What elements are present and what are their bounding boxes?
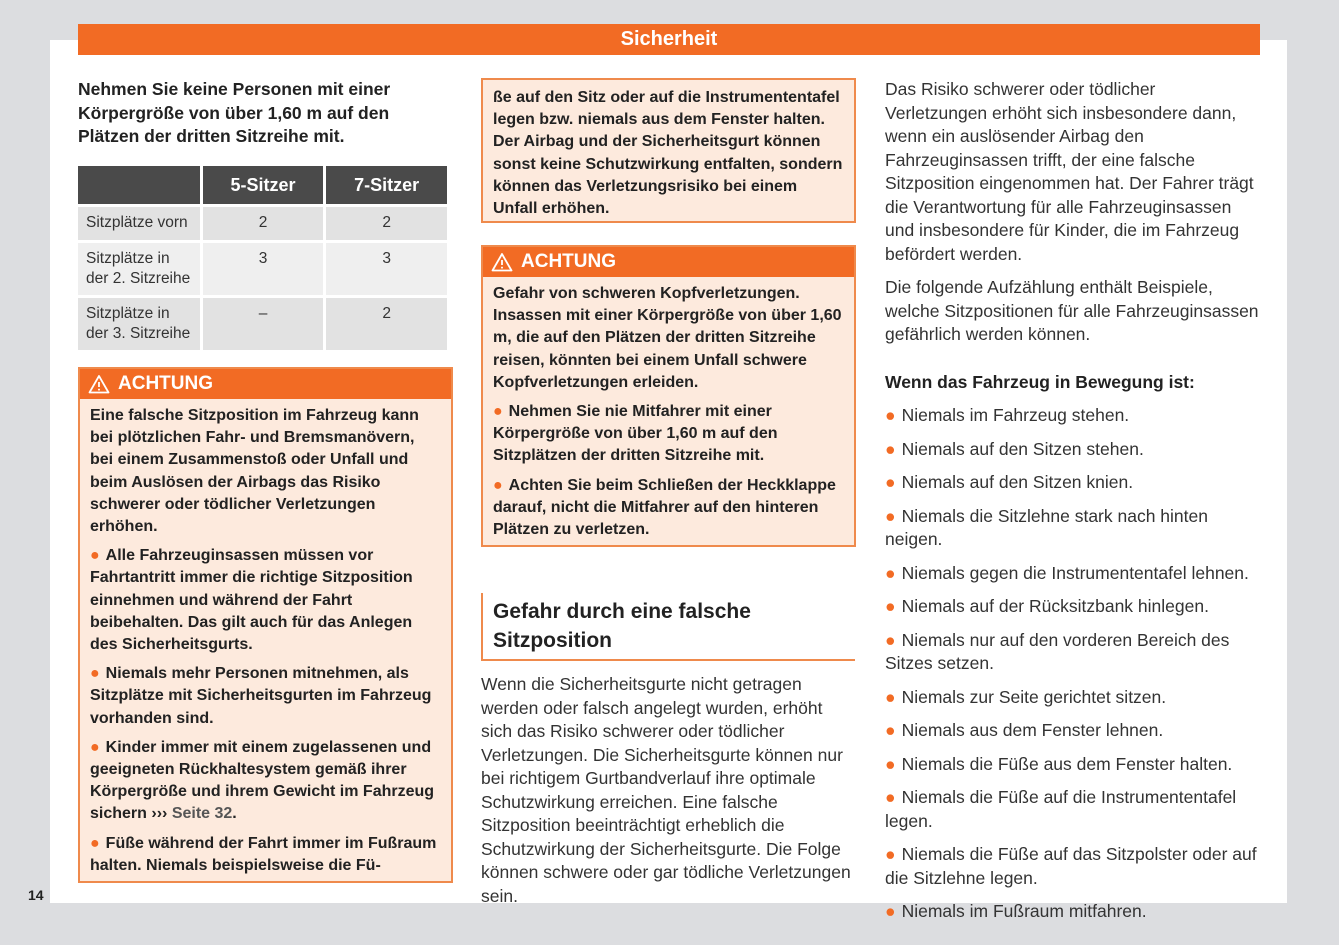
list-item: ● Niemals die Füße auf die Instrumententafel legen. [885, 787, 1237, 831]
list-item: ● Niemals die Füße auf das Sitzpolster oder auf die Sitzlehne legen. [885, 844, 1257, 888]
bullet-icon: ● [885, 787, 896, 807]
cell-5-sitzer: 3 [203, 243, 324, 295]
bullet-icon: ● [90, 665, 100, 683]
list-item: ● Niemals auf den Sitzen stehen. [885, 438, 1144, 459]
seat-table [75, 163, 450, 353]
bullet-icon: ● [885, 562, 896, 583]
warning-title: ACHTUNG [118, 373, 213, 394]
bullet-icon: ● [885, 405, 896, 425]
bullet-icon: ● [885, 505, 896, 526]
table-header-cell: 7-Sitzer [326, 166, 447, 204]
warning-triangle-icon [88, 374, 110, 394]
bullet-icon: ● [493, 476, 503, 494]
list-item: ● Niemals die Sitzlehne stark nach hinten neigen. [885, 505, 1208, 549]
paragraph: Die folgende Aufzählung enthält Beispiele, welche Sitzpositionen für alle Fahrzeuginsassen gefährlich werden können. [885, 277, 1259, 344]
list-item: ● Niemals die Füße aus dem Fenster halten. [885, 753, 1233, 774]
page-reference-link[interactable]: Seite 32 [171, 805, 233, 823]
warning-bullet: ● Niemals mehr Personen mitnehmen, als Sitzplätze mit Sicherheitsgurten im Fahrzeug vorhanden sind. [90, 665, 432, 727]
table-header-cell: 5-Sitzer [203, 166, 324, 204]
list-item: ● Niemals auf der Rücksitzbank hinlegen. [885, 596, 1209, 616]
table-header-row [78, 166, 447, 204]
warning-box [481, 245, 856, 547]
warning-header [80, 369, 451, 399]
bullet-icon: ● [493, 403, 503, 421]
section-heading: Gefahr durch eine falsche Sitzposition [481, 593, 855, 661]
warning-bullet: ● Achten Sie beim Schließen der Heckklappe darauf, nicht die Mitfahrer auf den hinteren Plätzen zu verletzen. [493, 476, 836, 539]
row-label: Sitzplätze in der 3. Sitzreihe [78, 298, 200, 350]
warning-box [78, 367, 453, 883]
warning-body [80, 399, 451, 885]
table-row [78, 207, 447, 240]
list-item: ● Niemals aus dem Fenster lehnen. [885, 720, 1164, 740]
row-label: Sitzplätze in der 2. Sitzreihe [78, 243, 200, 295]
cell-5-sitzer: – [203, 298, 324, 350]
list-item: ● Niemals im Fußraum mitfahren. [885, 901, 1147, 921]
warning-title: ACHTUNG [521, 251, 616, 272]
list-item: ● Niemals zur Seite gerichtet sitzen. [885, 686, 1167, 707]
warning-body [483, 277, 854, 549]
bullet-icon: ● [90, 547, 100, 565]
seating-rules-list [885, 404, 1260, 924]
reference-arrows: ››› [151, 805, 168, 823]
list-item: ● Niemals nur auf den vorderen Bereich des Sitzes setzen. [885, 629, 1230, 673]
list-item: ● Niemals auf den Sitzen knien. [885, 472, 1134, 492]
paragraph: Das Risiko schwerer oder tödlicher Verletzungen erhöht sich insbesondere dann, wenn ein auslösender Airbag den Fahrzeuginsassen trifft, der eine falsche Sitzposition eingenommen hat. Der Fahrer trägt die Verantwortung für alle Fahrzeuginsassen und insbesondere für Kinder, die im Fahrzeug befördert werden. [885, 79, 1254, 264]
bullet-icon: ● [885, 438, 896, 459]
list-subheading: Wenn das Fahrzeug in Bewegung ist: [885, 371, 1195, 392]
warning-header [483, 247, 854, 277]
section-header-bar [78, 24, 1260, 55]
bullet-icon: ● [885, 901, 896, 921]
bullet-icon: ● [885, 844, 896, 864]
row-label: Sitzplätze vorn [78, 207, 200, 240]
list-item: ● Niemals gegen die Instrumententafel lehnen. [885, 562, 1249, 583]
bullet-icon: ● [90, 834, 100, 852]
cell-7-sitzer: 2 [326, 298, 447, 350]
bullet-icon: ● [885, 596, 896, 616]
bullet-icon: ● [885, 720, 896, 740]
warning-bullet: ● Alle Fahrzeuginsassen müssen vor Fahrtantritt immer die richtige Sitzposition einnehmen und während der Fahrt beibehalten. Das gilt auch für das Anlegen des Sicherheitsgurts. [90, 547, 413, 654]
warning-intro: Gefahr von schweren Kopfverletzungen. Insassen mit einer Körpergröße von über 1,60 m, die auf den Plätzen der dritten Sitzreihe reisen, könnten bei einem Unfall schwere Kopfverletzungen erleiden. [493, 285, 842, 391]
cell-7-sitzer: 3 [326, 243, 447, 295]
section-title: Sicherheit [620, 28, 718, 50]
bullet-icon: ● [885, 753, 896, 774]
table-row [78, 298, 447, 350]
table-header-cell [78, 166, 200, 204]
warning-triangle-icon [491, 252, 513, 272]
section-paragraph: Wenn die Sicherheitsgurte nicht getragen werden oder falsch angelegt wurden, erhöht sich das Risiko schwerer oder tödlicher Verletzungen. Die Sicherheitsgurte können nur bei richtigem Gurtbandverlauf ihre optimale Schutzwirkung erreichen. Eine falsche Sitzposition beeinträchtigt erheblich die Schutzwirkung der Sicherheitsgurte. Die Folge können schwere oder gar tödliche Verletzungen sein. [481, 674, 851, 906]
warning-continued-text: ße auf den Sitz oder auf die Instrumententafel legen bzw. niemals aus dem Fenster halten. Der Airbag und der Sicherheitsgurt können sonst keine Schutzwirkung entfalten, sondern können das Verletzungsrisiko bei einem Unfall erhöhen. [493, 89, 843, 218]
warning-bullet: ● Nehmen Sie nie Mitfahrer mit einer Körpergröße von über 1,60 m auf den Sitzplätzen der dritten Sitzreihe mit. [493, 403, 778, 465]
bullet-icon: ● [90, 738, 100, 756]
page-number: 14 [28, 887, 44, 903]
bullet-icon: ● [885, 686, 896, 707]
intro-warning-text: Nehmen Sie keine Personen mit einer Körpergröße von über 1,60 m auf den Plätzen der dritten Sitzreihe mit. [78, 79, 391, 146]
bullet-icon: ● [885, 472, 896, 492]
warning-bullet: ● Füße während der Fahrt immer im Fußraum halten. Niemals beispielsweise die Fü- [90, 834, 437, 874]
warning-bullet: ● Kinder immer mit einem zugelassenen und geeigneten Rückhaltesystem gemäß ihrer Körpergröße und ihrem Gewicht im Fahrzeug sichern ››› Seite 32. [90, 738, 435, 823]
warning-intro: Eine falsche Sitzposition im Fahrzeug kann bei plötzlichen Fahr- und Bremsmanövern, bei einem Zusammenstoß oder Unfall und beim Auslösen der Airbags das Risiko schwerer oder tödlicher Verletzungen erhöhen. [90, 407, 419, 536]
section-body [481, 673, 857, 918]
body-text-block [885, 78, 1260, 934]
bullet-icon: ● [885, 629, 896, 650]
cell-5-sitzer: 2 [203, 207, 324, 240]
warning-body [483, 80, 854, 228]
cell-7-sitzer: 2 [326, 207, 447, 240]
warning-box-continued [481, 78, 856, 223]
table-row [78, 243, 447, 295]
list-item: ● Niemals im Fahrzeug stehen. [885, 405, 1130, 425]
